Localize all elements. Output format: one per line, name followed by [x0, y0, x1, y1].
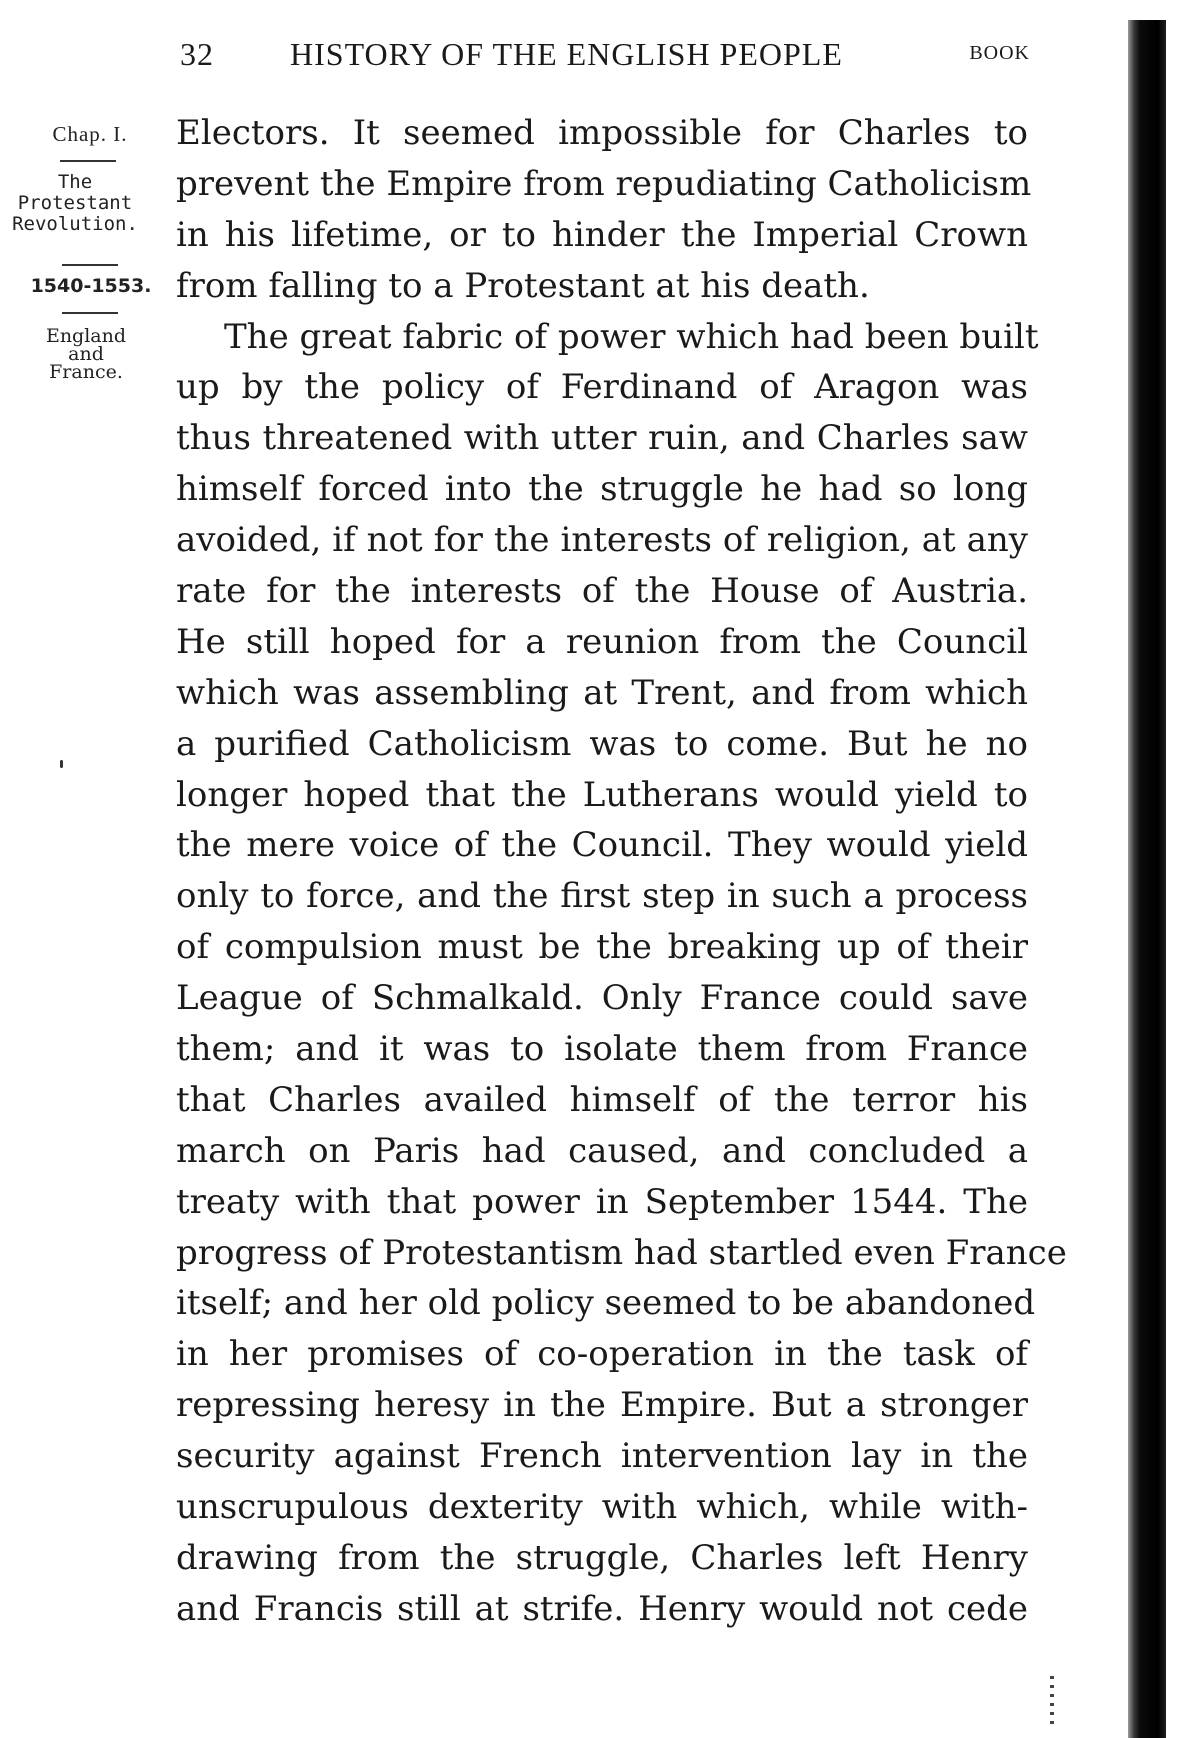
text-line: League of Schmalkald. Only France could save: [176, 978, 1028, 1019]
sidenote-divider: [62, 312, 118, 314]
text-line: unscrupulous dexterity with which, while with-: [176, 1487, 1028, 1528]
text-line: in her promises of co-operation in the task of: [176, 1334, 1028, 1375]
text-line: the mere voice of the Council. They would yield: [176, 825, 1028, 866]
text-line: thus threatened with utter ruin, and Charles saw: [176, 418, 1028, 459]
text-line: them; and it was to isolate them from France: [176, 1029, 1028, 1070]
text-line: only to force, and the first step in such a process: [176, 876, 1028, 917]
text-line: The great fabric of power which had been built: [224, 316, 1039, 357]
text-line: progress of Protestantism had startled even France: [176, 1232, 1067, 1273]
scan-speck: [1050, 1676, 1054, 1728]
sidenote-heading-line: France.: [49, 361, 123, 383]
body-text: [176, 108, 1067, 1635]
page-number: 32: [180, 36, 214, 72]
text-line: and Francis still at strife. Henry would not cede: [176, 1588, 1028, 1629]
text-line: itself; and her old policy seemed to be abandoned: [176, 1283, 1036, 1324]
sidenote-topic: [0, 172, 150, 235]
text-line: rate for the interests of the House of Austria.: [176, 571, 1028, 612]
sidenote-chapter: Chap. I.: [52, 122, 128, 146]
text-line: himself forced into the struggle he had so long: [176, 469, 1028, 510]
text-line: treaty with that power in September 1544. The: [176, 1181, 1028, 1222]
text-line: repressing heresy in the Empire. But a stronger: [176, 1385, 1028, 1426]
text-line: a purified Catholicism was to come. But he no: [176, 723, 1028, 764]
scan-speck: [60, 760, 63, 768]
sidenote-divider: [60, 160, 116, 162]
sidenote-heading-line: and: [68, 343, 104, 365]
text-line: drawing from the struggle, Charles left Henry: [176, 1537, 1028, 1578]
running-title: HISTORY OF THE ENGLISH PEOPLE: [290, 36, 843, 72]
scan-edge-shadow: [1128, 20, 1166, 1738]
text-line: which was assembling at Trent, and from which: [176, 672, 1028, 713]
text-line: in his lifetime, or to hinder the Imperial Crown: [176, 214, 1028, 255]
sidenote-divider: [62, 264, 118, 266]
text-line: Electors. It seemed impossible for Charles to: [176, 113, 1028, 153]
text-line: longer hoped that the Lutherans would yield to: [176, 774, 1028, 815]
text-line: prevent the Empire from repudiating Catholicism: [176, 163, 1032, 204]
sidenote-topic-line: Protestant: [17, 192, 133, 214]
text-line: up by the policy of Ferdinand of Aragon was: [176, 367, 1028, 408]
sidenote-heading-line: England: [45, 325, 127, 347]
text-line: He still hoped for a reunion from the Council: [176, 621, 1028, 662]
sidenote-topic-line: The: [57, 171, 93, 193]
text-line: march on Paris had caused, and concluded a: [176, 1130, 1028, 1171]
text-line: security against French intervention lay in the: [176, 1436, 1028, 1477]
text-line: of compulsion must be the breaking up of their: [176, 927, 1028, 968]
text-line: that Charles availed himself of the terror his: [176, 1079, 1028, 1120]
book-label: BOOK: [969, 42, 1030, 64]
sidenote-topic-line: Revolution.: [12, 213, 138, 235]
sidenote-heading: [30, 325, 142, 383]
text-line: avoided, if not for the interests of religion, at any: [176, 520, 1028, 561]
sidenote-dates: 1540-1553.: [30, 275, 152, 297]
running-header: [180, 36, 1030, 76]
text-line: from falling to a Protestant at his death.: [176, 265, 870, 306]
